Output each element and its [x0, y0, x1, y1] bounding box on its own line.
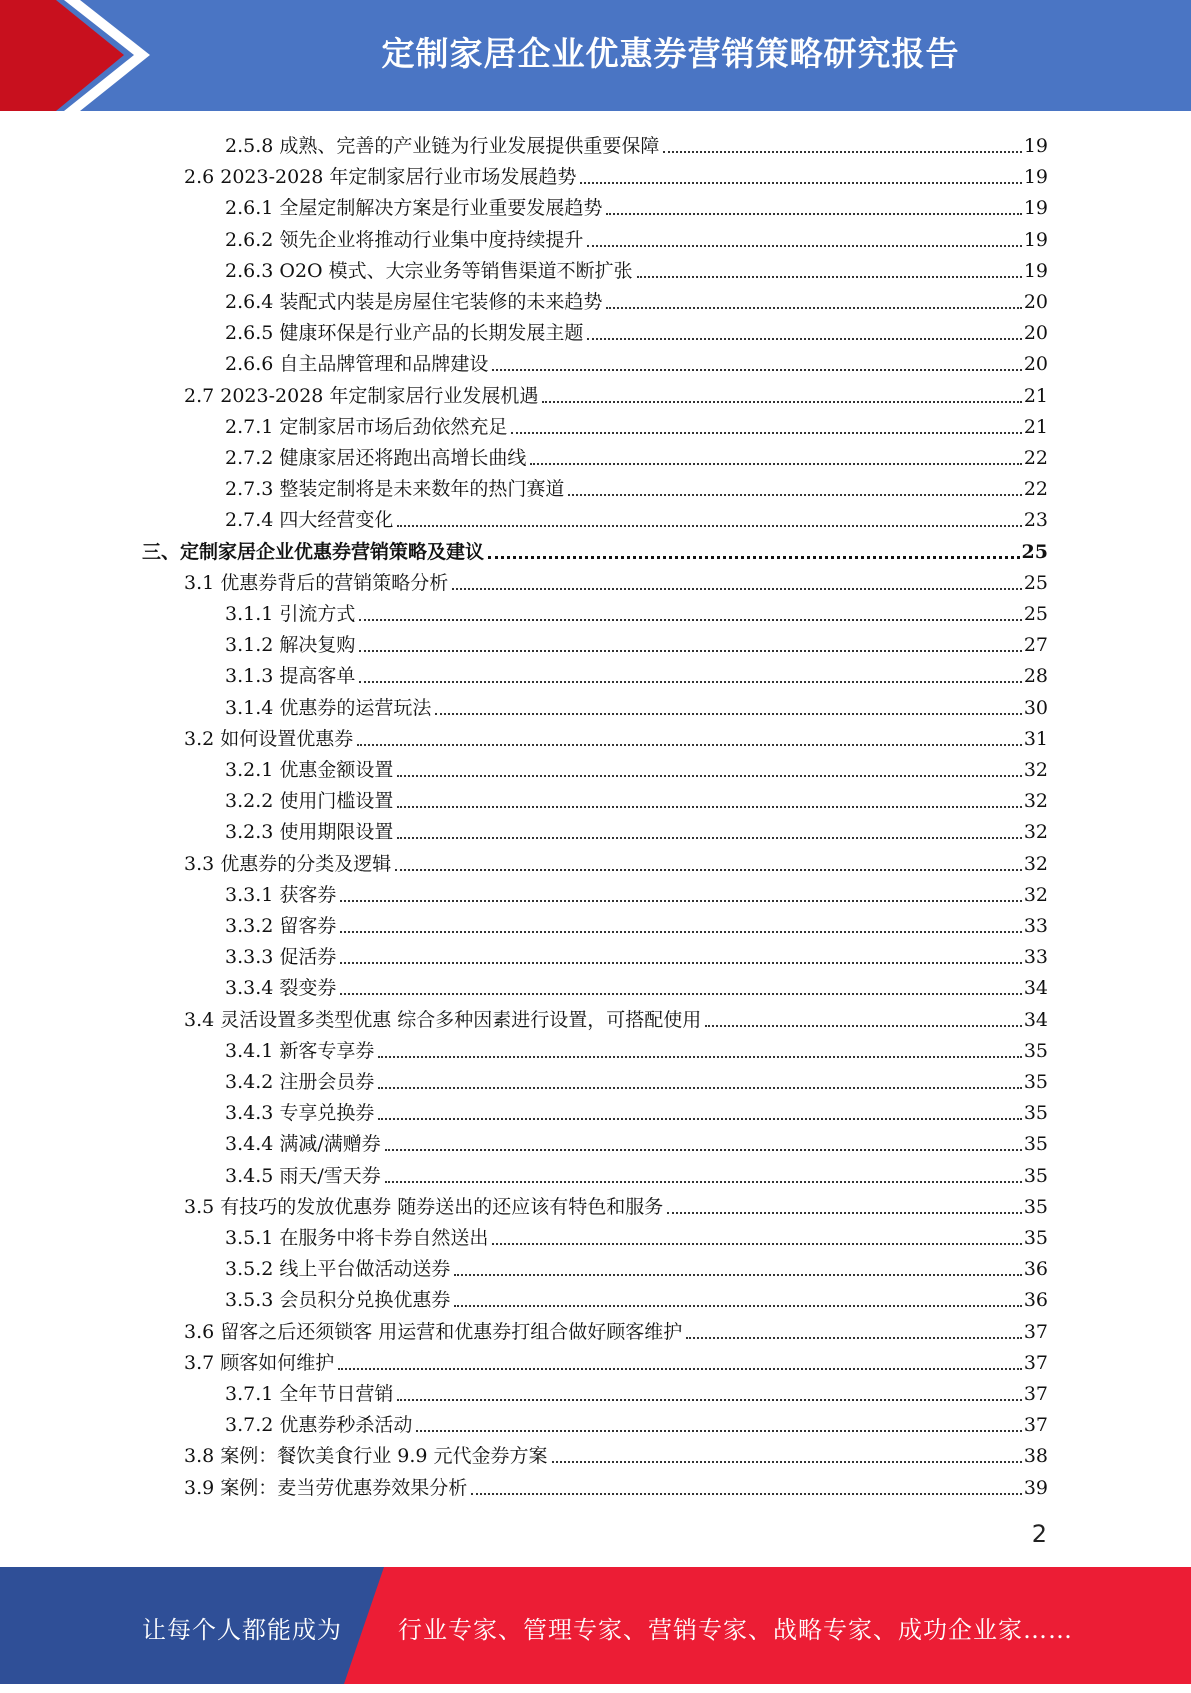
- toc-entry[interactable]: [184, 377, 1048, 408]
- page-number: 2: [1031, 1520, 1047, 1548]
- toc-entry-title: 2.7 2023-2028 年定制家居行业发展机遇: [184, 384, 539, 407]
- toc-entry-title: 3.9 案例：麦当劳优惠券效果分析: [184, 1476, 468, 1499]
- toc-entry-page: 35: [1023, 1227, 1048, 1249]
- header-arrow-graphic: [0, 0, 160, 111]
- toc-entry-title: 2.6 2023-2028 年定制家居行业市场发展趋势: [184, 166, 577, 189]
- toc-entry-title: 3.1.3 提高客单: [225, 665, 356, 688]
- toc-entry-title: 3.5 有技巧的发放优惠券 随券送出的还应该有特色和服务: [184, 1195, 664, 1218]
- toc-dot-leader: [452, 588, 1022, 590]
- toc-dot-leader: [492, 369, 1021, 371]
- toc-entry-title: 3.2.1 优惠金额设置: [225, 759, 394, 781]
- toc-dot-leader: [357, 744, 1022, 746]
- toc-entry[interactable]: [184, 1313, 1048, 1344]
- toc-entry-title: 2.7.4 四大经营变化: [225, 509, 394, 532]
- toc-entry-title: 3.5.3 会员积分兑换优惠券: [225, 1289, 451, 1312]
- toc-dot-leader: [397, 1399, 1021, 1401]
- toc-entry[interactable]: [225, 1063, 1048, 1094]
- toc-entry-page: 30: [1023, 696, 1048, 719]
- page-footer: [0, 1567, 1191, 1684]
- toc-dot-leader: [397, 806, 1021, 808]
- toc-entry-page: 25: [1021, 540, 1048, 563]
- toc-dot-leader: [552, 1461, 1022, 1463]
- toc-entry-page: 20: [1023, 322, 1048, 345]
- toc-entry-page: 22: [1023, 478, 1048, 501]
- toc-entry-page: 35: [1023, 1102, 1048, 1125]
- toc-entry-title: 3.7 顾客如何维护: [184, 1351, 335, 1374]
- toc-dot-leader: [385, 1149, 1022, 1151]
- toc-entry-page: 19: [1023, 166, 1048, 189]
- toc-entry-title: 3.1.2 解决复购: [225, 634, 356, 657]
- toc-entry[interactable]: [225, 1375, 1048, 1406]
- toc-entry-title: 2.6.2 领先企业将推动行业集中度持续提升: [225, 228, 584, 251]
- toc-entry-page: 31: [1023, 727, 1048, 750]
- toc-dot-leader: [340, 900, 1021, 902]
- toc-dot-leader: [606, 307, 1021, 309]
- toc-entry-page: 19: [1023, 228, 1048, 251]
- toc-entry-title: 三、定制家居企业优惠券营销策略及建议: [142, 540, 485, 563]
- toc-entry-page: 19: [1023, 135, 1048, 157]
- toc-entry[interactable]: [225, 439, 1048, 470]
- toc-entry-title: 3.4.2 注册会员券: [225, 1071, 375, 1093]
- toc-dot-leader: [340, 962, 1021, 964]
- toc-entry[interactable]: [184, 1437, 1048, 1468]
- toc-dot-leader: [530, 463, 1021, 465]
- toc-entry-title: 3.1.4 优惠券的运营玩法: [225, 696, 432, 719]
- toc-entry[interactable]: [225, 1406, 1048, 1437]
- toc-entry[interactable]: [225, 751, 1048, 782]
- toc-entry-page: 21: [1023, 384, 1048, 407]
- toc-entry-page: 35: [1023, 1133, 1048, 1156]
- toc-dot-leader: [359, 650, 1021, 652]
- toc-entry-page: 34: [1023, 977, 1048, 1000]
- toc-entry-title: 2.7.2 健康家居还将跑出高增长曲线: [225, 447, 527, 469]
- toc-entry[interactable]: [225, 501, 1048, 532]
- toc-entry-title: 2.6.6 自主品牌管理和品牌建设: [225, 353, 489, 376]
- toc-entry[interactable]: [184, 1344, 1048, 1375]
- toc-entry-title: 2.6.5 健康环保是行业产品的长期发展主题: [225, 322, 584, 345]
- toc-dot-leader: [340, 931, 1021, 933]
- toc-dot-leader: [340, 993, 1021, 995]
- toc-entry-page: 35: [1023, 1071, 1048, 1093]
- toc-entry[interactable]: [142, 533, 1048, 564]
- footer-slogan-right: 行业专家、管理专家、营销专家、战略专家、成功企业家……: [398, 1616, 1073, 1644]
- toc-entry[interactable]: [184, 158, 1048, 189]
- toc-entry-title: 3.4.4 满减/满赠券: [225, 1133, 381, 1156]
- toc-dot-leader: [705, 1025, 1022, 1027]
- toc-entry[interactable]: [225, 1032, 1048, 1063]
- toc-dot-leader: [435, 713, 1021, 715]
- toc-entry[interactable]: [225, 470, 1048, 501]
- toc-entry[interactable]: [225, 1281, 1048, 1312]
- toc-entry-title: 3.2.2 使用门槛设置: [225, 790, 394, 813]
- toc-entry-page: 33: [1023, 915, 1048, 937]
- toc-entry-page: 32: [1023, 790, 1048, 813]
- toc-entry[interactable]: [225, 345, 1048, 376]
- toc-dot-leader: [580, 182, 1021, 184]
- toc-dot-leader: [587, 338, 1021, 340]
- toc-entry-page: 36: [1023, 1258, 1048, 1281]
- toc-entry-page: 37: [1023, 1320, 1048, 1343]
- toc-entry-page: 32: [1023, 852, 1048, 875]
- toc-dot-leader: [378, 1056, 1021, 1058]
- toc-entry[interactable]: [184, 1469, 1048, 1500]
- toc-entry[interactable]: [225, 252, 1048, 283]
- toc-entry[interactable]: [225, 127, 1048, 158]
- toc-dot-leader: [663, 151, 1021, 153]
- footer-slogan-left: 让每个人都能成为: [142, 1616, 342, 1644]
- toc-entry[interactable]: [184, 564, 1048, 595]
- toc-entry-title: 3.6 留客之后还须锁客 用运营和优惠券打组合做好顾客维护: [184, 1320, 683, 1343]
- toc-entry-title: 3.2.3 使用期限设置: [225, 821, 394, 844]
- toc-entry-page: 23: [1023, 509, 1048, 532]
- toc-entry-title: 3.3.1 获客券: [225, 883, 337, 906]
- toc-entry-page: 35: [1023, 1195, 1048, 1218]
- toc-entry-page: 32: [1023, 883, 1048, 906]
- toc-dot-leader: [488, 556, 1020, 559]
- toc-entry-title: 3.3 优惠券的分类及逻辑: [184, 852, 392, 875]
- toc-entry[interactable]: [225, 876, 1048, 907]
- toc-entry-page: 33: [1023, 946, 1048, 969]
- toc-entry[interactable]: [225, 626, 1048, 657]
- toc-entry[interactable]: [225, 938, 1048, 969]
- toc-dot-leader: [338, 1368, 1022, 1370]
- toc-entry-title: 3.4.5 雨天/雪天券: [225, 1164, 381, 1187]
- toc-entry[interactable]: [225, 189, 1048, 220]
- toc-entry-title: 3.5.2 线上平台做活动送券: [225, 1258, 451, 1281]
- toc-entry-title: 2.7.1 定制家居市场后劲依然充足: [225, 415, 508, 438]
- toc-dot-leader: [637, 276, 1022, 278]
- toc-entry[interactable]: [225, 314, 1048, 345]
- toc-entry[interactable]: [225, 1250, 1048, 1281]
- toc-entry[interactable]: [225, 689, 1048, 720]
- toc-entry[interactable]: [225, 782, 1048, 813]
- toc-entry-title: 3.7.2 优惠券秒杀活动: [225, 1414, 413, 1437]
- toc-entry[interactable]: [225, 1157, 1048, 1188]
- toc-dot-leader: [454, 1305, 1021, 1307]
- toc-entry-page: 36: [1023, 1289, 1048, 1312]
- toc-entry[interactable]: [225, 1094, 1048, 1125]
- toc-entry[interactable]: [184, 1001, 1048, 1032]
- toc-entry-title: 2.6.3 O2O 模式、大宗业务等销售渠道不断扩张: [225, 259, 633, 282]
- page-title: 定制家居企业优惠券营销策略研究报告: [381, 34, 960, 73]
- toc-entry-title: 3.4 灵活设置多类型优惠 综合多种因素进行设置，可搭配使用: [184, 1008, 702, 1031]
- toc-dot-leader: [395, 869, 1022, 871]
- toc-entry[interactable]: [225, 1125, 1048, 1156]
- toc-entry-page: 19: [1023, 197, 1048, 220]
- toc-entry-page: 37: [1023, 1414, 1048, 1437]
- toc-entry-page: 19: [1023, 259, 1048, 282]
- toc-dot-leader: [511, 432, 1021, 434]
- toc-entry-page: 27: [1023, 634, 1048, 657]
- toc-entry[interactable]: [184, 1188, 1048, 1219]
- toc-entry[interactable]: [225, 1219, 1048, 1250]
- toc-entry-title: 2.6.1 全屋定制解决方案是行业重要发展趋势: [225, 197, 603, 220]
- toc-dot-leader: [397, 525, 1021, 527]
- toc-entry-page: 20: [1023, 353, 1048, 376]
- toc-dot-leader: [359, 681, 1021, 683]
- toc-entry-title: 3.1.1 引流方式: [225, 603, 356, 625]
- toc-entry-page: 21: [1023, 415, 1048, 438]
- toc-entry-page: 38: [1023, 1445, 1048, 1468]
- toc-entry-page: 20: [1023, 291, 1048, 313]
- toc-dot-leader: [454, 1274, 1021, 1276]
- toc-entry-title: 2.7.3 整装定制将是未来数年的热门赛道: [225, 478, 565, 501]
- toc-entry-page: 39: [1023, 1476, 1048, 1499]
- toc-entry[interactable]: [225, 907, 1048, 938]
- toc-entry-title: 3.3.2 留客券: [225, 915, 337, 937]
- toc-entry-page: 35: [1023, 1164, 1048, 1187]
- toc-entry[interactable]: [225, 969, 1048, 1000]
- toc-dot-leader: [606, 213, 1021, 215]
- toc-entry[interactable]: [184, 845, 1048, 876]
- toc-entry-title: 3.2 如何设置优惠券: [184, 727, 354, 750]
- toc-dot-leader: [686, 1337, 1022, 1339]
- toc-entry[interactable]: [225, 221, 1048, 252]
- toc-entry-page: 34: [1023, 1008, 1048, 1031]
- toc-entry[interactable]: [225, 595, 1048, 626]
- toc-entry-page: 32: [1023, 759, 1048, 781]
- toc-dot-leader: [667, 1212, 1022, 1214]
- header-red-arrow: [0, 0, 124, 111]
- toc-entry-page: 25: [1023, 603, 1048, 625]
- toc-entry-title: 3.8 案例：餐饮美食行业 9.9 元代金券方案: [184, 1445, 548, 1468]
- toc-dot-leader: [378, 1118, 1021, 1120]
- toc-dot-leader: [471, 1493, 1022, 1495]
- toc-dot-leader: [359, 619, 1021, 621]
- toc-dot-leader: [542, 401, 1021, 403]
- toc-dot-leader: [378, 1087, 1021, 1089]
- toc-dot-leader: [568, 494, 1021, 496]
- toc-entry[interactable]: [225, 283, 1048, 314]
- toc-entry-title: 2.6.4 装配式内装是房屋住宅装修的未来趋势: [225, 291, 603, 313]
- toc-entry-page: 25: [1023, 571, 1048, 594]
- toc-entry-title: 3.4.3 专享兑换券: [225, 1102, 375, 1125]
- toc-dot-leader: [397, 837, 1021, 839]
- toc-entry-page: 32: [1023, 821, 1048, 844]
- toc-entry-title: 3.5.1 在服务中将卡券自然送出: [225, 1227, 489, 1249]
- page-header: [0, 0, 1191, 111]
- toc-entry[interactable]: [184, 720, 1048, 751]
- toc-entry-page: 28: [1023, 665, 1048, 688]
- toc-dot-leader: [492, 1243, 1021, 1245]
- toc-dot-leader: [397, 775, 1021, 777]
- toc-entry[interactable]: [225, 657, 1048, 688]
- toc-entry-title: 3.3.4 裂变券: [225, 977, 337, 1000]
- toc-dot-leader: [587, 245, 1021, 247]
- toc-entry[interactable]: [225, 408, 1048, 439]
- toc-entry-page: 37: [1023, 1383, 1048, 1405]
- toc-entry-page: 35: [1023, 1039, 1048, 1062]
- toc-entry-title: 3.7.1 全年节日营销: [225, 1383, 394, 1405]
- toc-dot-leader: [385, 1181, 1022, 1183]
- toc-entry-title: 3.1 优惠券背后的营销策略分析: [184, 571, 449, 594]
- toc-entry[interactable]: [225, 813, 1048, 844]
- toc-entry-title: 2.5.8 成熟、完善的产业链为行业发展提供重要保障: [225, 135, 660, 157]
- toc-entry-title: 3.4.1 新客专享券: [225, 1039, 375, 1062]
- toc-dot-leader: [416, 1430, 1021, 1432]
- toc-entry-page: 22: [1023, 447, 1048, 469]
- toc-entry-title: 3.3.3 促活券: [225, 946, 337, 969]
- toc-entry-page: 37: [1023, 1351, 1048, 1374]
